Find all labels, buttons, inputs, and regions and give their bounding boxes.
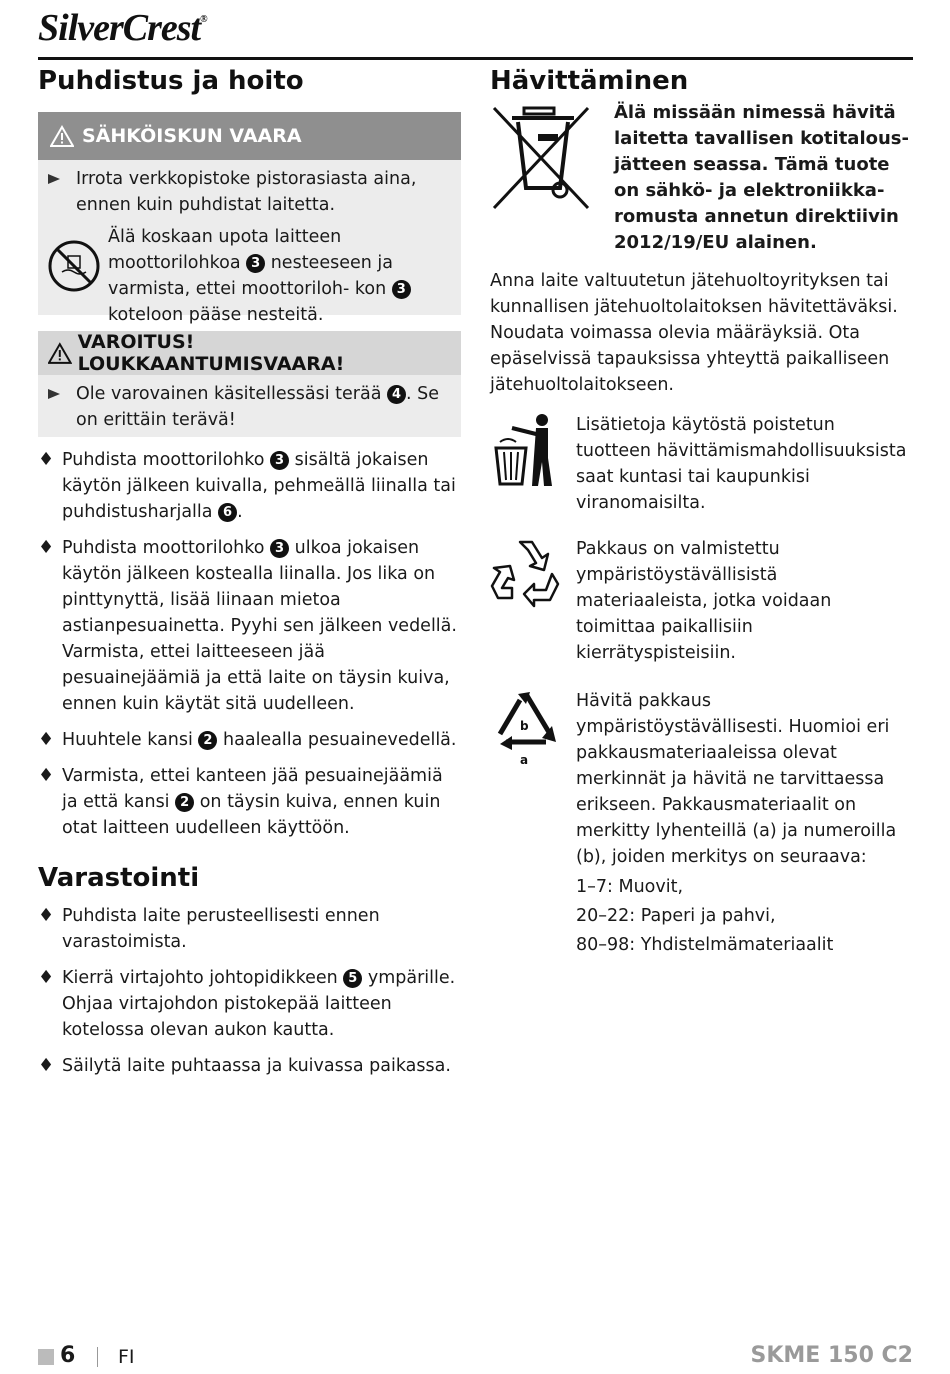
section-title-disposal: Hävittäminen — [490, 66, 689, 96]
diamond-bullet-icon: ♦ — [38, 537, 55, 558]
weee-text: Anna laite valtuutetun jätehuoltoyrityksen tai kunnallisen jätehuoltolaitoksen hävitettäväksi. Noudata voimassa olevia määräyksiä. Ota epäselvissä tapauksissa yhteyttä paikalliseen jätehuoltolaitokseen. — [490, 271, 898, 395]
ref-number-badge: 2 — [198, 731, 217, 750]
ref-number-badge: 3 — [270, 539, 289, 558]
list-item: ♦ Varmista, ettei kanteen jää pesuainejäämiä ja että kansi 2 on täysin kuiva, ennen kuin otat laitteen uudelleen käyttöön. — [38, 765, 443, 838]
recycle-notice — [490, 536, 913, 666]
injury-warning-box — [38, 331, 461, 437]
list-item: ♦ Puhdista moottorilohko 3 ulkoa jokaisen käytön jälkeen kostealla liinalla. Jos lika on pinttynyttä, lisää liinaan mietoa astianpesuainetta. Pyyhi sen jälkeen vedellä. Varmista, ettei laitteeseen jää pesuainejäämiä ja että laite on täysin kuiva, ennen kuin käytät sitä uudelleen. — [38, 537, 457, 714]
injury-warning-heading: VAROITUS! LOUKKAANTUMISVAARA! — [38, 331, 461, 375]
shock-warning-item: Irrota verkkopistoke pistorasiasta aina, ennen kuin puhdistat laitetta. — [38, 166, 461, 218]
weee-notice — [490, 100, 913, 256]
arrow-bullet-icon — [48, 389, 60, 399]
list-item: ♦ Puhdista moottorilohko 3 sisältä jokaisen käytön jälkeen kuivalla, pehmeällä liinalla tai puhdistusharjalla 6 . — [38, 449, 456, 522]
arrow-bullet-icon — [48, 174, 60, 184]
warning-triangle-icon — [50, 125, 74, 147]
right-column — [490, 66, 913, 958]
ref-number-badge: 2 — [175, 793, 194, 812]
shock-warning-heading: SÄHKÖISKUN VAARA — [38, 112, 461, 160]
injury-warning-item: Ole varovainen käsitellessäsi terää 4 . Se on erittäin terävä! — [38, 381, 461, 433]
person-bin-icon — [490, 412, 562, 488]
diamond-bullet-icon: ♦ — [38, 729, 55, 750]
recycle-label-b: b — [520, 719, 529, 733]
brand-logo: SilverCrest® — [38, 7, 207, 49]
ref-number-badge: 4 — [387, 385, 406, 404]
no-immerse-icon — [46, 238, 102, 294]
bin-text: Lisätietoja käytöstä poistetun tuotteen hävittämismahdollisuuksista saat kuntasi tai kaupunkisi viranomaisilta. — [576, 415, 907, 513]
diamond-bullet-icon: ♦ — [38, 449, 55, 470]
diamond-bullet-icon: ♦ — [38, 967, 55, 988]
diamond-bullet-icon: ♦ — [38, 765, 55, 786]
packaging-text: Hävitä pakkaus ympäristöystävällisesti. Huomioi eri pakkausmateriaaleissa olevat merkinnät ja hävitä ne tarvittaessa erikseen. Pakkausmateriaalit on merkitty lyhenteillä (a) ja numeroilla (b), joiden merkitys on seuraava: — [576, 691, 897, 867]
ref-number-badge: 3 — [270, 451, 289, 470]
footer-divider — [97, 1347, 98, 1367]
recycle-ab-icon — [490, 688, 562, 774]
packaging-notice — [490, 688, 913, 958]
model-number: SKME 150 C2 — [750, 1343, 913, 1368]
ref-number-badge: 6 — [218, 503, 237, 522]
left-column — [38, 66, 461, 1089]
list-item: ♦ Säilytä laite puhtaassa ja kuivassa paikassa. — [38, 1053, 461, 1079]
list-item: ♦ Kierrä virtajohto johtopidikkeen 5 ympärille. Ohjaa virtajohdon pistokepää laitteen kotelossa olevan aukon kautta. — [38, 967, 456, 1040]
footer-marker — [38, 1349, 54, 1365]
diamond-bullet-icon: ♦ — [38, 905, 55, 926]
crossed-bin-icon — [490, 100, 596, 216]
shock-warning-box — [38, 112, 461, 325]
list-item: ♦ Huuhtele kansi 2 haalealla pesuainevedellä. — [38, 727, 461, 753]
header-rule — [38, 57, 913, 60]
section-title-storage: Varastointi — [38, 863, 200, 893]
material-code: 1–7: Muovit, — [576, 877, 684, 897]
ref-number-badge: 5 — [343, 969, 362, 988]
section-title-cleaning: Puhdistus ja hoito — [38, 66, 304, 96]
ref-number-badge: 3 — [392, 280, 411, 299]
material-code: 80–98: Yhdistelmämateriaalit — [576, 935, 834, 955]
material-code: 20–22: Paperi ja pahvi, — [576, 906, 776, 926]
no-immerse-note: Älä koskaan upota laitteen moottorilohkoa 3 nesteeseen ja varmista, ettei moottoriloh- kon 3 koteloon pääse nesteitä. — [38, 224, 461, 328]
cleaning-steps-list — [38, 447, 461, 841]
weee-bold-note: Älä missään nimessä hävitä laitetta tavallisen kotitalous- jätteen seassa. Tämä tuote on sähkö- ja elektroniikka- romusta annetun direktiivin 2012/19/EU alainen. — [614, 102, 909, 253]
language-code: FI — [118, 1346, 135, 1368]
warning-triangle-icon — [48, 342, 72, 364]
storage-steps-list — [38, 903, 461, 1079]
ref-number-badge: 3 — [246, 254, 265, 273]
recycle-label-a: a — [520, 753, 529, 767]
bin-notice — [490, 412, 913, 516]
diamond-bullet-icon: ♦ — [38, 1055, 55, 1076]
list-item: ♦ Puhdista laite perusteellisesti ennen varastoimista. — [38, 905, 380, 952]
recycle-icon — [490, 536, 562, 608]
page-number: 6 — [60, 1343, 76, 1368]
recycle-text: Pakkaus on valmistettu ympäristöystävällisistä materiaaleista, jotka voidaan toimittaa paikallisiin kierrätyspisteisiin. — [576, 539, 832, 663]
